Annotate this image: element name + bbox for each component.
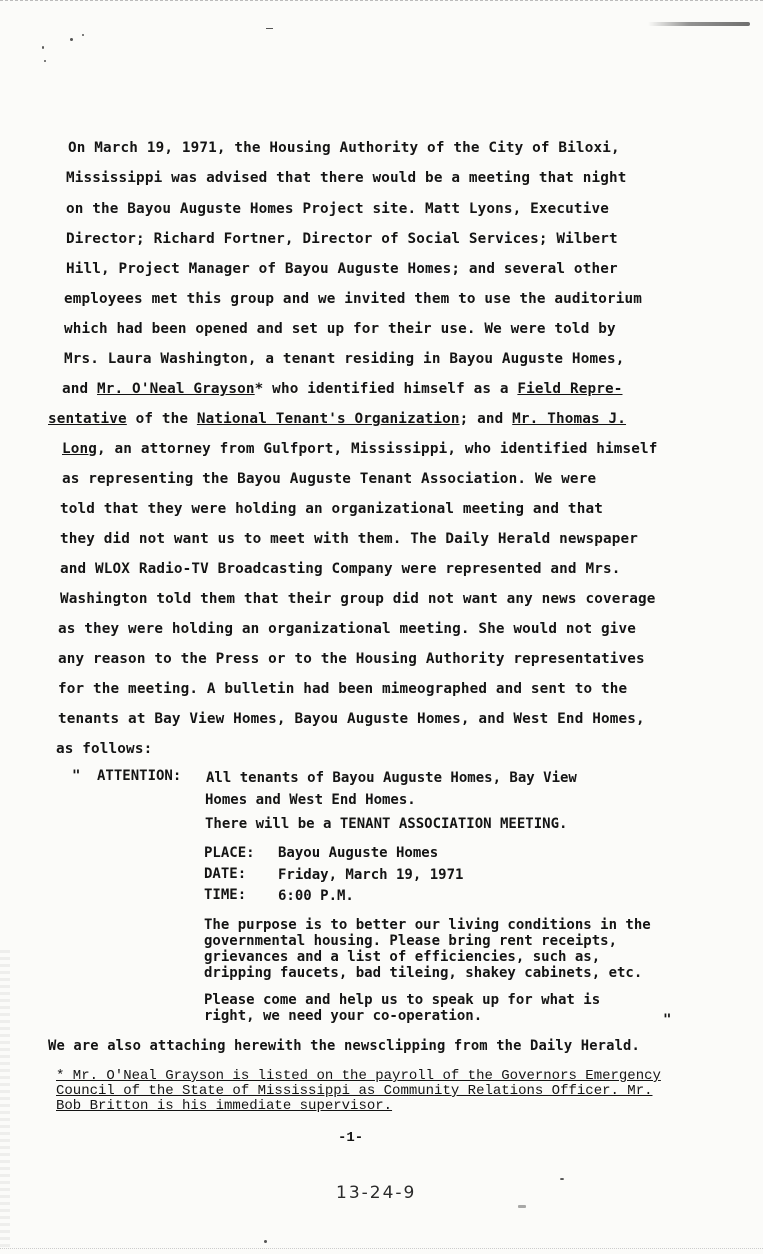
- page-bottom-edge: [0, 1248, 763, 1249]
- paragraph-line: [66, 231, 618, 247]
- text-run: Washington told them that their group did not want any news coverage: [60, 591, 656, 607]
- scan-smudge: [648, 22, 750, 26]
- page-top-edge: [0, 0, 763, 1]
- notice-date-label: DATE:: [204, 866, 247, 882]
- text-run: Director; Richard Fortner, Director of Social Services; Wilbert: [66, 231, 618, 247]
- page-number: -1-: [338, 1130, 364, 1146]
- footnote-line: Bob Britton is his immediate supervisor.: [56, 1098, 393, 1114]
- paragraph-line: [62, 441, 658, 457]
- notice-open-quote: ": [72, 768, 81, 784]
- paragraph-line: [62, 381, 623, 397]
- paragraph-line: [66, 261, 618, 277]
- text-run: which had been opened and set up for their use. We were told by: [64, 321, 616, 337]
- paragraph-line: [60, 501, 603, 517]
- text-run: Mrs. Laura Washington, a tenant residing in Bayou Auguste Homes,: [64, 351, 625, 367]
- paragraph-line: [64, 291, 642, 307]
- notice-purpose-line: grievances and a list of efficiencies, such as,: [204, 949, 601, 965]
- text-run: Field Repre-: [517, 381, 623, 397]
- notice-purpose-line: The purpose is to better our living conditions in the: [204, 917, 651, 933]
- text-run: Mississippi was advised that there would be a meeting that night: [66, 170, 627, 186]
- text-run: on the Bayou Auguste Homes Project site. Matt Lyons, Executive: [66, 201, 609, 217]
- notice-close-quote: ": [663, 1012, 672, 1028]
- paragraph-line: [58, 681, 627, 697]
- notice-time-label: TIME:: [204, 887, 247, 903]
- scan-speck: [70, 38, 73, 41]
- scan-speck: [44, 60, 46, 62]
- text-run: National Tenant's Organization: [196, 411, 460, 427]
- paragraph-line: [62, 471, 596, 487]
- scan-speck: [560, 1178, 564, 1180]
- paragraph-line: [56, 741, 152, 757]
- notice-closing-line: Please come and help us to speak up for what is: [204, 992, 601, 1008]
- text-run: any reason to the Press or to the Housing Authority representatives: [58, 651, 645, 667]
- text-run: and: [62, 381, 98, 397]
- text-run: for the meeting. A bulletin had been mimeographed and sent to the: [58, 681, 628, 697]
- scan-binding-strip: [0, 950, 10, 1250]
- scan-speck: [264, 1240, 267, 1243]
- paragraph-line: [58, 651, 645, 667]
- paragraph-line: [60, 561, 620, 577]
- text-run: they did not want us to meet with them. The Daily Herald newspaper: [60, 531, 638, 547]
- notice-place-label: PLACE:: [204, 845, 255, 861]
- paragraph-line: [60, 591, 656, 607]
- text-run: Long: [62, 441, 98, 457]
- notice-attention-line: There will be a TENANT ASSOCIATION MEETING.: [205, 816, 568, 832]
- text-run: ; and: [459, 411, 513, 427]
- text-run: of the: [126, 411, 197, 427]
- notice-date-value: Friday, March 19, 1971: [278, 867, 464, 883]
- text-run: sentative: [48, 411, 127, 427]
- text-run: , an attorney from Gulfport, Mississippi, who identified himself: [97, 441, 658, 457]
- paragraph-line: [60, 531, 638, 547]
- text-run: On March 19, 1971, the Housing Authority of the City of Biloxi,: [68, 140, 620, 156]
- handwritten-file-number: 13-24-9: [336, 1183, 417, 1203]
- scan-speck: [518, 1205, 526, 1208]
- scan-speck: [82, 34, 84, 36]
- text-run: employees met this group and we invited them to use the auditorium: [64, 291, 642, 307]
- text-run: tenants at Bay View Homes, Bayou Auguste Homes, and West End Homes,: [58, 711, 645, 727]
- text-run: Mr. Thomas J.: [512, 411, 627, 427]
- notice-attention-line: All tenants of Bayou Auguste Homes, Bay View: [206, 770, 577, 786]
- paragraph-line: [58, 711, 645, 727]
- attachment-sentence: We are also attaching herewith the newsclipping from the Daily Herald.: [48, 1038, 640, 1054]
- notice-purpose-line: governmental housing. Please bring rent receipts,: [204, 933, 618, 949]
- text-run: told that they were holding an organizational meeting and that: [60, 501, 603, 517]
- text-run: * who identified himself as a: [254, 381, 518, 397]
- notice-place-value: Bayou Auguste Homes: [278, 845, 439, 861]
- text-run: as they were holding an organizational meeting. She would not give: [58, 621, 636, 637]
- scan-speck: [266, 28, 273, 29]
- paragraph-line: [68, 140, 620, 156]
- text-run: and WLOX Radio-TV Broadcasting Company were represented and Mrs.: [60, 561, 621, 577]
- notice-closing-line: right, we need your co-operation.: [204, 1008, 483, 1024]
- text-run: as follows:: [56, 741, 153, 757]
- paragraph-line: [48, 411, 626, 427]
- paragraph-line: [64, 321, 616, 337]
- notice-attention-label: ATTENTION:: [97, 768, 182, 784]
- text-run: Hill, Project Manager of Bayou Auguste Homes; and several other: [66, 261, 618, 277]
- paragraph-line: [66, 170, 626, 186]
- notice-purpose-line: dripping faucets, bad tileing, shakey cabinets, etc.: [204, 965, 643, 981]
- paragraph-line: [58, 621, 636, 637]
- text-run: Mr. O'Neal Grayson: [97, 381, 255, 397]
- footnote-line: Council of the State of Mississippi as Community Relations Officer. Mr.: [56, 1083, 653, 1099]
- notice-time-value: 6:00 P.M.: [278, 888, 354, 904]
- paragraph-line: [64, 351, 624, 367]
- scan-speck: [42, 46, 44, 49]
- paragraph-line: [66, 201, 609, 217]
- text-run: as representing the Bayou Auguste Tenant Association. We were: [62, 471, 597, 487]
- footnote-line: * Mr. O'Neal Grayson is listed on the payroll of the Governors Emergency: [56, 1068, 661, 1084]
- notice-attention-line: Homes and West End Homes.: [205, 792, 416, 808]
